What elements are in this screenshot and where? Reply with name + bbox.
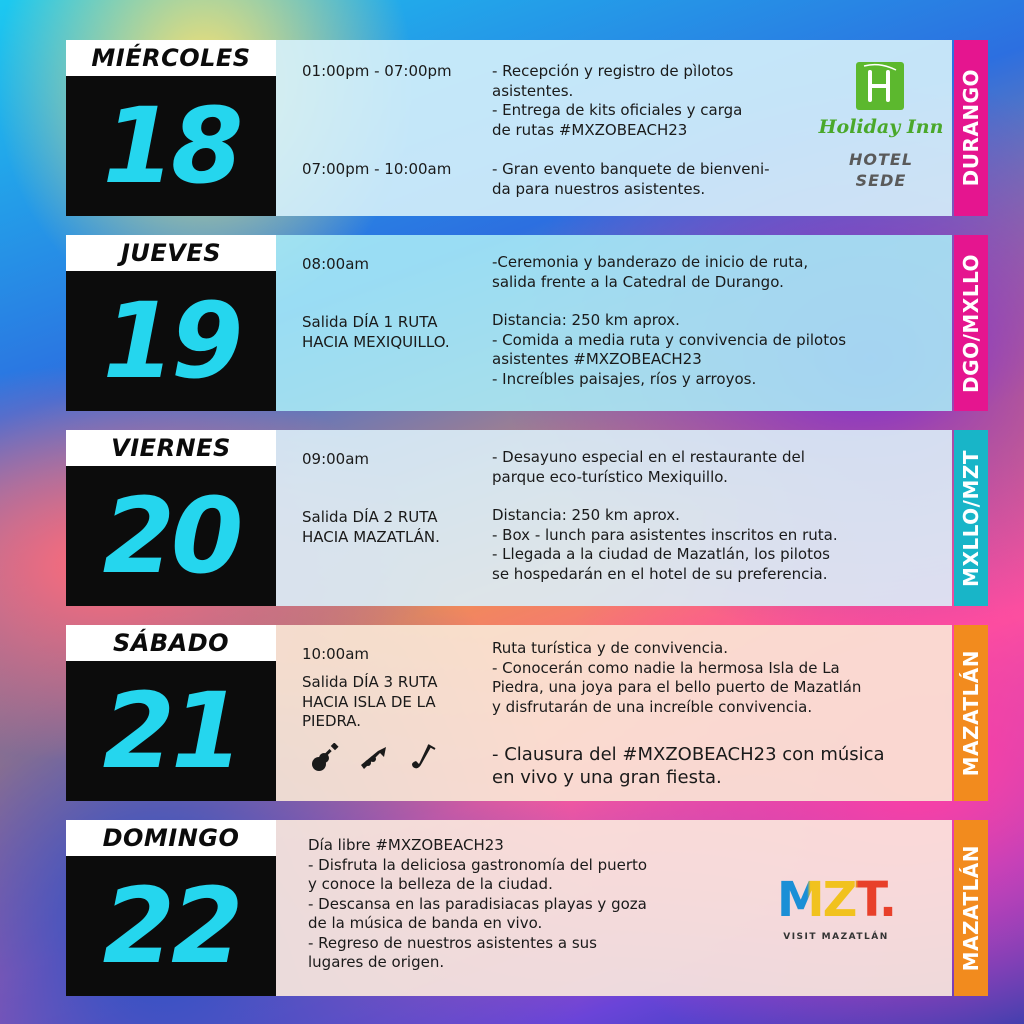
day-number: 18 xyxy=(66,76,276,216)
day-number: 19 xyxy=(66,271,276,411)
trumpet-icon xyxy=(358,743,390,773)
visit-mazatlan-logo xyxy=(756,872,916,952)
schedule-panel xyxy=(276,820,952,996)
holiday-inn-brand: Holiday Inn xyxy=(818,116,944,138)
day-number: 21 xyxy=(66,661,276,801)
day-number: 20 xyxy=(66,466,276,606)
activity-text: - Gran evento banquete de bienveni- da para nuestros asistentes. xyxy=(492,160,770,198)
time-slot: 09:00am xyxy=(302,450,370,468)
weekday-label: DOMINGO xyxy=(66,820,276,856)
day-card-20 xyxy=(66,430,988,606)
mzt-logo-text: MZT. xyxy=(756,872,916,928)
weekday-label: VIERNES xyxy=(66,430,276,466)
route-label: Salida DÍA 1 RUTA HACIA MEXIQUILLO. xyxy=(302,313,450,351)
activity-text: - Desayuno especial en el restaurante del parque eco-turístico Mexiquillo. xyxy=(492,448,805,486)
activity-text: Día libre #MXZOBEACH23 - Disfruta la deliciosa gastronomía del puerto y conoce la belleza de la ciudad. - Descansa en las paradisiacas playas y goza de la música de banda en vivo. - Regreso de nuestros asistentes a sus lugares de origen. xyxy=(308,836,648,971)
day-number: 22 xyxy=(66,856,276,996)
location-tab-label: MAZATLÁN xyxy=(959,649,983,777)
location-tab-label: DGO/MXLLO xyxy=(959,253,983,393)
mzt-tagline: VISIT MAZATLÁN xyxy=(783,932,889,942)
sede-label: SEDE xyxy=(855,171,907,190)
weekday-label: MIÉRCOLES xyxy=(66,40,276,76)
location-tab xyxy=(954,430,988,606)
schedule-panel xyxy=(276,430,952,606)
day-card-21 xyxy=(66,625,988,801)
music-icons xyxy=(310,743,450,779)
hotel-label: HOTEL xyxy=(848,150,914,169)
route-label: Salida DÍA 2 RUTA HACIA MAZATLÁN. xyxy=(302,508,440,546)
activity-text: - Clausura del #MXZOBEACH23 con música en vivo y una gran fiesta. xyxy=(492,744,885,788)
location-tab xyxy=(954,820,988,996)
location-tab-label: MAZATLÁN xyxy=(959,844,983,972)
location-tab xyxy=(954,235,988,411)
saxophone-icon xyxy=(408,743,438,773)
location-tab-label: MXLLO/MZT xyxy=(959,449,983,587)
activity-text: Distancia: 250 km aprox. - Box - lunch para asistentes inscritos en ruta. - Llegada a la ciudad de Mazatlán, los pilotos se hospedarán en el hotel de su preferencia. xyxy=(492,506,838,583)
activity-text: Distancia: 250 km aprox. - Comida a media ruta y convivencia de pilotos asistentes #MXZOBEACH23 - Increíbles paisajes, ríos y arroyos. xyxy=(492,311,847,388)
location-tab xyxy=(954,40,988,216)
activity-text: - Recepción y registro de pìlotos asistentes. - Entrega de kits oficiales y carga de rutas #MXZOBEACH23 xyxy=(492,62,743,139)
schedule-panel xyxy=(276,625,952,801)
weekday-label: JUEVES xyxy=(66,235,276,271)
day-card-19 xyxy=(66,235,988,411)
time-slot: 01:00pm - 07:00pm xyxy=(302,62,452,80)
holiday-inn-logo xyxy=(816,58,946,198)
schedule-panel xyxy=(276,40,952,216)
day-card-22 xyxy=(66,820,988,996)
day-card-18 xyxy=(66,40,988,216)
location-tab xyxy=(954,625,988,801)
guitar-icon xyxy=(310,743,340,773)
holiday-inn-h-icon xyxy=(854,60,906,112)
weekday-label: SÁBADO xyxy=(66,625,276,661)
location-tab-label: DURANGO xyxy=(959,69,983,187)
time-slot: 10:00am xyxy=(302,645,370,663)
activity-text: -Ceremonia y banderazo de inicio de ruta, salida frente a la Catedral de Durango. xyxy=(492,253,809,291)
route-label: Salida DÍA 3 RUTA HACIA ISLA DE LA PIEDRA. xyxy=(302,673,438,730)
activity-text: Ruta turística y de convivencia. - Conocerán como nadie la hermosa Isla de La Piedra, una joya para el bello puerto de Mazatlán y disfrutarán de una increíble convivencia. xyxy=(492,639,862,716)
schedule-panel xyxy=(276,235,952,411)
time-slot: 07:00pm - 10:00am xyxy=(302,160,452,178)
time-slot: 08:00am xyxy=(302,255,370,273)
